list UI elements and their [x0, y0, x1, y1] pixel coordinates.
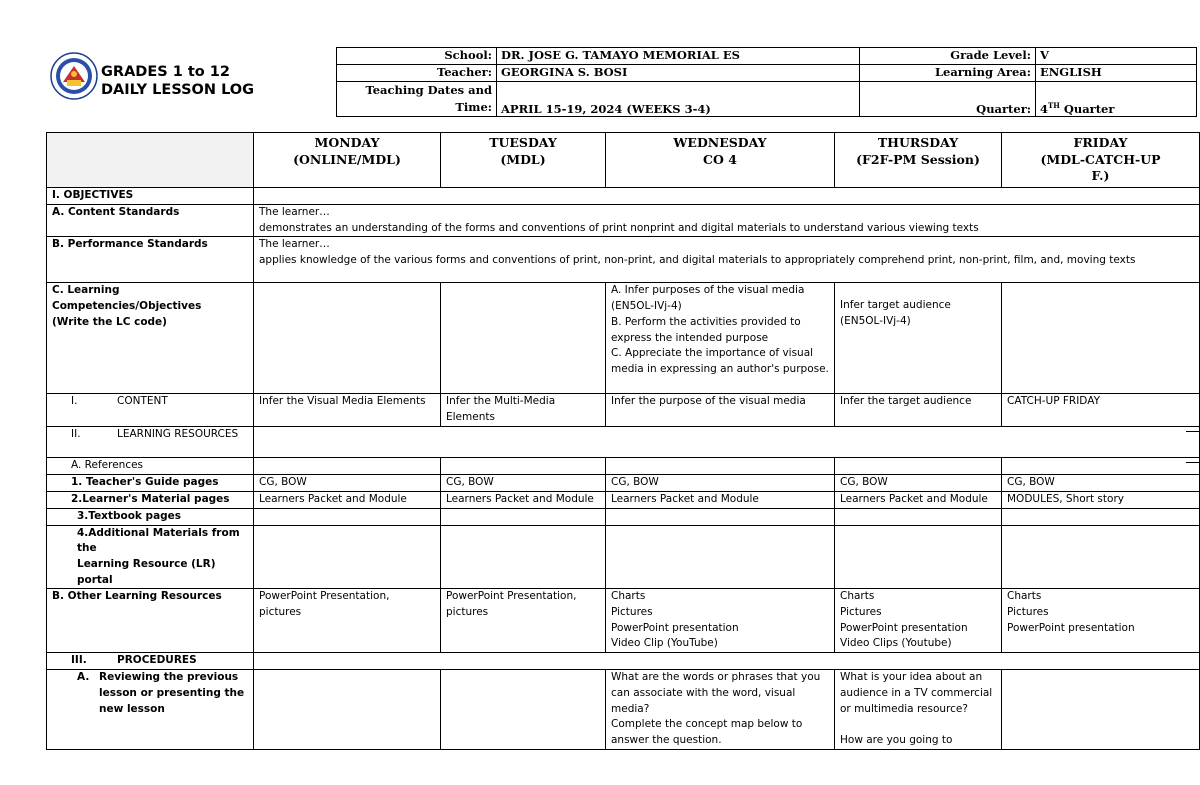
additional-materials-row [47, 525, 1200, 589]
lm-tuesday: Learners Packet and Module [441, 491, 606, 508]
tg-monday: CG, BOW [254, 474, 441, 491]
tb-tuesday [441, 508, 606, 525]
learning-competencies-row [47, 283, 1200, 394]
content-wednesday: Infer the purpose of the visual media [606, 394, 835, 426]
day-wednesday: WEDNESDAY CO 4 [606, 133, 835, 188]
references-friday [1002, 457, 1200, 474]
content-friday: CATCH-UP FRIDAY [1002, 394, 1200, 426]
textbook-label: 3.Textbook pages [47, 508, 254, 525]
lc-friday [1002, 283, 1200, 394]
other-friday: Charts Pictures PowerPoint presentation [1002, 589, 1200, 653]
quarter-label: Quarter: [860, 82, 1036, 117]
grade-level-label: Grade Level: [860, 48, 1036, 65]
learning-resources-row [47, 426, 1200, 457]
content-standards-text: The learner… demonstrates an understanding of the forms and conventions of print nonprint and digital materials to understand various viewing texts [254, 205, 1200, 237]
learners-material-label: 2.Learner's Material pages [47, 491, 254, 508]
procedures-label [47, 653, 254, 670]
blank-header-cell [47, 133, 254, 188]
quarter-suffix: TH [1048, 101, 1060, 110]
learning-resources-blank [254, 426, 1200, 457]
content-standards-label: A. Content Standards [47, 205, 254, 237]
am-thursday [835, 525, 1002, 589]
teaching-dates-text: APRIL 15-19, 2024 (WEEKS 3-4) [501, 102, 711, 116]
content-tuesday: Infer the Multi-Media Elements [441, 394, 606, 426]
review-letter: A. [77, 671, 90, 684]
textbook-row [47, 508, 1200, 525]
day-monday: MONDAY (ONLINE/MDL) [254, 133, 441, 188]
am-tuesday [441, 525, 606, 589]
teaching-dates-label-line-1: Teaching Dates and [365, 83, 492, 97]
procedures-label-text: PROCEDURES [117, 654, 197, 667]
review-tuesday [441, 670, 606, 750]
content-row [47, 394, 1200, 426]
lc-wednesday: A. Infer purposes of the visual media (EN5OL-IVj-4) B. Perform the activities provided to express the intended purpose C. Appreciate the importance of visual media in expressing an author's purpose. [606, 283, 835, 394]
content-num: I. [71, 395, 78, 408]
references-label: A. References [47, 457, 254, 474]
tb-friday [1002, 508, 1200, 525]
lc-tuesday [441, 283, 606, 394]
quarter-word: Quarter [1059, 102, 1115, 116]
am-friday [1002, 525, 1200, 589]
objectives-heading: I. OBJECTIVES [47, 188, 254, 205]
title-line-1: GRADES 1 to 12 [101, 64, 230, 80]
references-monday [254, 457, 441, 474]
grade-level-value: V [1036, 48, 1197, 65]
other-thursday: Charts Pictures PowerPoint presentation Video Clips (Youtube) [835, 589, 1002, 653]
review-label-text: Reviewing the previous lesson or presenting the new lesson [99, 671, 245, 715]
quarter-value [1036, 82, 1197, 117]
table-edge-stub [1186, 431, 1200, 463]
tb-thursday [835, 508, 1002, 525]
references-thursday [835, 457, 1002, 474]
learning-resources-num: II. [71, 427, 81, 440]
day-thursday: THURSDAY (F2F-PM Session) [835, 133, 1002, 188]
am-monday [254, 525, 441, 589]
day-tuesday: TUESDAY (MDL) [441, 133, 606, 188]
performance-standards-label: B. Performance Standards [47, 237, 254, 283]
review-thursday: What is your idea about an audience in a TV commercial or multimedia resource? How are you going to [835, 670, 1002, 750]
other-resources-row [47, 589, 1200, 653]
procedures-num: III. [71, 654, 87, 667]
review-lesson-row [47, 670, 1200, 750]
teaching-dates-value [497, 82, 860, 117]
objectives-blank [254, 188, 1200, 205]
learning-area-label: Learning Area: [860, 65, 1036, 82]
tg-friday: CG, BOW [1002, 474, 1200, 491]
teachers-guide-label: 1. Teacher's Guide pages [47, 474, 254, 491]
lesson-log-table [46, 132, 1200, 750]
day-header-row [47, 133, 1200, 188]
am-wednesday [606, 525, 835, 589]
additional-materials-label: 4.Additional Materials from the Learning Resource (LR) portal [47, 525, 254, 589]
performance-standards-row [47, 237, 1200, 283]
tg-wednesday: CG, BOW [606, 474, 835, 491]
lm-monday: Learners Packet and Module [254, 491, 441, 508]
learning-resources-label [47, 426, 254, 457]
school-label: School: [337, 48, 497, 65]
tb-monday [254, 508, 441, 525]
day-friday: FRIDAY (MDL-CATCH-UP F.) [1002, 133, 1200, 188]
header-info-table [336, 47, 1197, 117]
document-title [101, 63, 254, 99]
review-lesson-label [47, 670, 254, 750]
other-resources-label: B. Other Learning Resources [47, 589, 254, 653]
lm-wednesday: Learners Packet and Module [606, 491, 835, 508]
references-row [47, 457, 1200, 474]
school-value: DR. JOSE G. TAMAYO MEMORIAL ES [497, 48, 860, 65]
review-friday [1002, 670, 1200, 750]
tb-wednesday [606, 508, 835, 525]
other-wednesday: Charts Pictures PowerPoint presentation Video Clip (YouTube) [606, 589, 835, 653]
procedures-blank [254, 653, 1200, 670]
teachers-guide-row [47, 474, 1200, 491]
objectives-row [47, 188, 1200, 205]
review-monday [254, 670, 441, 750]
content-label [47, 394, 254, 426]
learning-area-value: ENGLISH [1036, 65, 1197, 82]
lm-thursday: Learners Packet and Module [835, 491, 1002, 508]
quarter-number: 4 [1040, 102, 1049, 116]
title-line-2: DAILY LESSON LOG [101, 82, 255, 98]
references-tuesday [441, 457, 606, 474]
procedures-row [47, 653, 1200, 670]
teacher-value: GEORGINA S. BOSI [497, 65, 860, 82]
references-wednesday [606, 457, 835, 474]
tg-tuesday: CG, BOW [441, 474, 606, 491]
learning-resources-label-text: LEARNING RESOURCES [117, 427, 239, 440]
tg-thursday: CG, BOW [835, 474, 1002, 491]
teaching-dates-label [337, 82, 497, 117]
deped-seal-logo [50, 52, 98, 100]
lm-friday: MODULES, Short story [1002, 491, 1200, 508]
learners-material-row [47, 491, 1200, 508]
review-wednesday: What are the words or phrases that you can associate with the word, visual media? Complete the concept map below to answer the question. [606, 670, 835, 750]
content-monday: Infer the Visual Media Elements [254, 394, 441, 426]
other-monday: PowerPoint Presentation, pictures [254, 589, 441, 653]
learning-competencies-label: C. Learning Competencies/Objectives (Write the LC code) [47, 283, 254, 394]
other-tuesday: PowerPoint Presentation, pictures [441, 589, 606, 653]
content-thursday: Infer the target audience [835, 394, 1002, 426]
teacher-label: Teacher: [337, 65, 497, 82]
performance-standards-text: The learner… applies knowledge of the various forms and conventions of print, non-print, and digital materials to appropriately comprehend print, non-print, film, and, moving texts [254, 237, 1200, 283]
content-label-text: CONTENT [117, 395, 168, 408]
lc-thursday: Infer target audience (EN5OL-IVj-4) [835, 283, 1002, 394]
content-standards-row [47, 205, 1200, 237]
teaching-dates-label-line-2: Time: [455, 100, 492, 114]
lc-monday [254, 283, 441, 394]
